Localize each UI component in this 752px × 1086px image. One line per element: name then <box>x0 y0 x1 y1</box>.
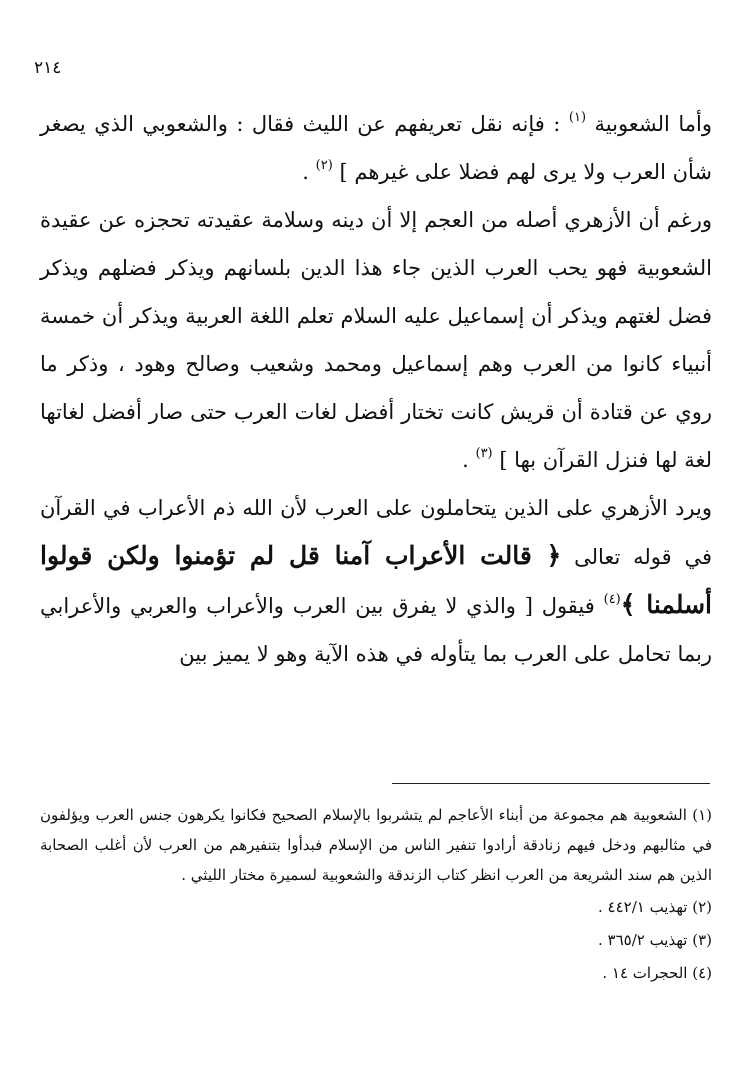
quran-verse: ﴿ قالت الأعراب آمنا قل لم تؤمنوا ولكن قولوا أسلمنا ﴾ <box>40 541 712 619</box>
footnote-ref-1: (١) <box>568 110 587 125</box>
footnotes <box>40 800 712 989</box>
page-number: ٢١٤ <box>34 58 62 78</box>
main-text <box>40 100 712 678</box>
footnote-2: (٢) تهذيب ٤٤٢/١ . <box>597 898 712 916</box>
paragraph-1-text-rest: : فإنه نقل تعريفهم عن الليث فقال : والشعوبي الذي يصغر شأن العرب ولا يرى لهم فضلا على غيرهم ] <box>40 112 712 184</box>
paragraph-2 <box>40 196 712 484</box>
paragraph-3-text: ويرد الأزهري على الذين يتحاملون على العرب لأن الله ذم الأعراب في القرآن في قوله تعالى <box>40 496 712 569</box>
footnote-divider <box>392 783 710 784</box>
paragraph-1-text: وأما الشعوبية <box>594 112 712 136</box>
footnote-4: (٤) الحجرات ١٤ . <box>602 964 712 982</box>
paragraph-3-text-rest: فيقول [ والذي لا يفرق بين العرب والأعراب والعربي والأعرابي ربما تحامل على العرب بما يتأوله في هذه الآية وهو لا يميز بين <box>40 594 712 666</box>
paragraph-3 <box>40 484 712 678</box>
footnote-1: (١) الشعوبية هم مجموعة من أبناء الأعاجم لم يتشربوا بالإسلام الصحيح فكانوا يكرهون جنس العرب ويؤلفون في مثالبهم ودخل فيهم زنادقة أرادوا تنفير الناس من الإسلام فبدأوا بتنفيرهم من العرب لأن أغلب الصحابة الذين هم سند الشريعة من العرب انظر كتاب الزندقة والشعوبية لسميرة مختار الليثي . <box>40 806 712 884</box>
paragraph-2-end: . <box>462 448 469 472</box>
footnote-ref-3: (٣) <box>475 446 493 461</box>
footnote-3: (٣) تهذيب ٣٦٥/٢ . <box>597 931 712 949</box>
paragraph-2-text: ورغم أن الأزهري أصله من العجم إلا أن دينه وسلامة عقيدته تحجزه عن عقيدة الشعوبية فهو يحب العرب الذين جاء هذا الدين بلسانهم ويذكر فضلهم ويذكر فضل لغتهم ويذكر أن إسماعيل عليه السلام تعلم اللغة العربية ويذكر أن خمسة أنبياء كانوا من العرب وهم إسماعيل ومحمد وشعيب وصالح وهود ، وذكر ما روي عن قتادة أن قريش كانت تختار أفضل لغات العرب حتى صار أفضل لغاتها لغة لها فنزل القرآن بها ] <box>40 208 712 472</box>
paragraph-1 <box>40 100 712 196</box>
footnote-ref-2: (٢) <box>315 158 333 173</box>
footnote-ref-4: (٤) <box>603 592 621 607</box>
paragraph-1-end: . <box>302 160 309 184</box>
